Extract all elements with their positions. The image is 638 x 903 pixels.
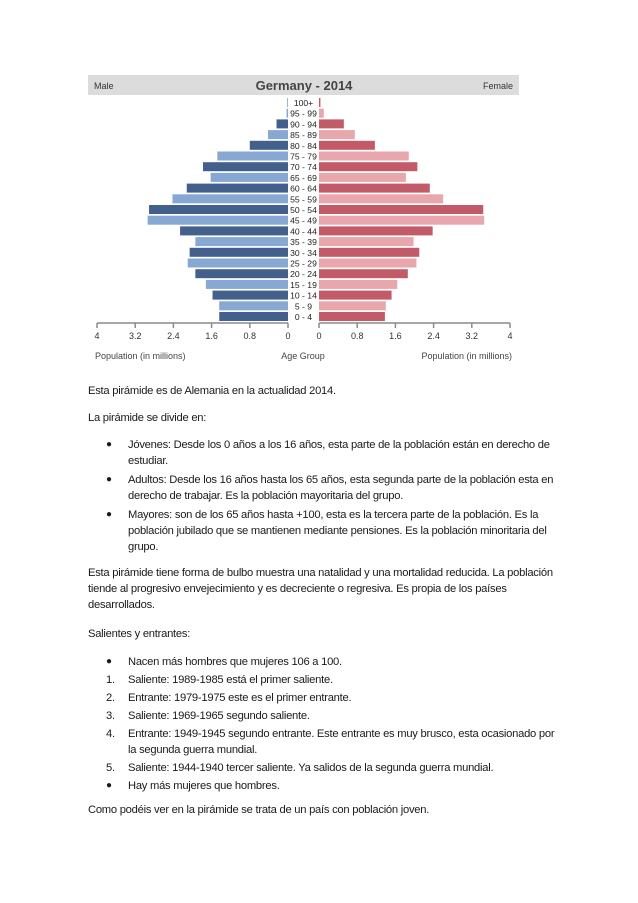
conclusion-paragraph: Como podéis ver en la pirámide se trata de un país con población joven. (88, 804, 430, 816)
bullet-icon: ● (106, 439, 112, 450)
x-tick-label: 1.6 (205, 331, 218, 341)
list-number: 3. (106, 710, 115, 722)
female-bar (319, 98, 320, 107)
list-item-text: Hay más mujeres que hombres. (128, 780, 280, 792)
population-pyramid-chart (88, 75, 520, 370)
female-bar (319, 216, 484, 225)
x-tick-label: 0.8 (350, 331, 364, 341)
age-group-label: Age Group (281, 351, 325, 361)
male-bar (268, 130, 288, 139)
female-bar (319, 259, 416, 268)
list-item (88, 690, 558, 706)
female-bar (319, 237, 414, 246)
age-group-tick-label: 65 - 69 (290, 172, 317, 183)
female-bar (319, 291, 392, 300)
list-item (88, 760, 558, 776)
male-bar (287, 109, 288, 118)
age-group-tick-label: 45 - 49 (290, 215, 317, 226)
x-tick-label: 0 (285, 331, 291, 341)
female-label: Female (482, 81, 513, 91)
age-group-tick-label: 20 - 24 (290, 269, 317, 280)
male-bar (206, 280, 288, 289)
chart-title: Germany - 2014 (255, 78, 353, 93)
x-tick-label: 1.6 (389, 331, 402, 341)
intro-paragraph: Esta pirámide es de Alemania en la actualidad 2014. (88, 385, 336, 397)
list-item (88, 778, 558, 794)
male-bar (213, 291, 288, 300)
male-bar (172, 194, 288, 203)
age-group-tick-label: 55 - 59 (290, 194, 317, 205)
list-item-text: Entrante: 1979-1975 este es el primer entrante. (128, 692, 352, 704)
x-tick-label: 0 (316, 331, 322, 341)
male-bar (250, 141, 288, 150)
bullet-icon: ● (106, 656, 112, 667)
divide-paragraph: La pirámide se divide en: (88, 412, 207, 424)
male-bar (190, 248, 288, 257)
age-group-tick-label: 0 - 4 (294, 312, 313, 322)
female-bar (319, 205, 483, 214)
age-group-tick-label: 75 - 79 (290, 151, 317, 162)
doc-body (88, 383, 558, 399)
x-tick-label: 2.4 (167, 331, 180, 341)
groups-list (88, 437, 558, 555)
group-young-text: Jóvenes: Desde los 0 años a los 16 años, esta parte de la población están en derecho de estudiar. (128, 439, 550, 467)
female-bar (319, 280, 397, 289)
salientes-title: Salientes y entrantes: (88, 628, 191, 640)
bullet-icon: ● (106, 509, 112, 520)
male-bar (203, 162, 288, 171)
male-bar (149, 205, 288, 214)
female-bar (319, 248, 419, 257)
salientes-list-block (88, 654, 558, 794)
male-label: Male (94, 81, 114, 91)
bullet-icon: ● (106, 780, 112, 791)
left-axis-label: Population (in millions) (95, 351, 186, 361)
group-adult-text: Adultos: Desde los 16 años hasta los 65 años, esta segunda parte de la población esta en derecho de trabajar. Es la población mayoritaria del grupo. (128, 474, 554, 502)
list-item (88, 726, 558, 758)
female-bar (319, 173, 406, 182)
bullet-icon: ● (106, 474, 112, 485)
age-group-tick-label: 90 - 94 (290, 119, 317, 130)
list-number: 5. (106, 762, 115, 774)
list-item-text: Saliente: 1989-1985 está el primer saliente. (128, 674, 333, 686)
age-group-tick-label: 60 - 64 (290, 183, 317, 194)
x-tick-label: 3.2 (128, 331, 142, 341)
female-bar (319, 226, 433, 235)
age-group-tick-label: 35 - 39 (290, 237, 317, 248)
age-group-tick-label: 30 - 34 (290, 247, 317, 258)
x-tick-label: 4 (94, 331, 100, 341)
age-group-tick-label: 15 - 19 (290, 279, 317, 290)
x-tick-label: 4 (507, 331, 513, 341)
list-item-text: Nacen más hombres que mujeres 106 a 100. (128, 656, 342, 668)
list-item-text: Saliente: 1944-1940 tercer saliente. Ya salidos de la segunda guerra mundial. (128, 762, 494, 774)
x-tick-label: 3.2 (465, 331, 479, 341)
conclusion-block (88, 802, 558, 818)
male-bar (277, 119, 288, 128)
salientes-title-block (88, 626, 558, 642)
female-bar (319, 119, 344, 128)
list-item (88, 472, 558, 504)
groups-list-block (88, 437, 558, 555)
age-group-tick-label: 100+ (293, 98, 314, 108)
list-number: 1. (106, 674, 115, 686)
male-bar (180, 226, 288, 235)
age-group-tick-label: 25 - 29 (290, 258, 317, 269)
list-number: 4. (106, 728, 115, 740)
salientes-list (88, 654, 558, 794)
age-group-tick-label: 5 - 9 (294, 301, 313, 312)
male-bar (187, 184, 288, 193)
list-item (88, 507, 558, 555)
divide-block (88, 410, 558, 426)
age-group-tick-label: 95 - 99 (290, 108, 317, 119)
list-number: 2. (106, 692, 115, 704)
list-item-text: Entrante: 1949-1945 segundo entrante. Este entrante es muy brusco, esta ocasionado por la segunda guerra mundial. (128, 728, 555, 756)
female-bar (319, 194, 443, 203)
female-bar (319, 109, 324, 118)
male-bar (148, 216, 288, 225)
age-group-tick-label: 80 - 84 (290, 140, 317, 151)
list-item (88, 437, 558, 469)
list-item (88, 708, 558, 724)
x-tick-label: 2.4 (427, 331, 440, 341)
male-bar (219, 312, 288, 321)
right-axis-label: Population (in millions) (421, 351, 512, 361)
x-tick-label: 0.8 (243, 331, 257, 341)
age-group-tick-label: 10 - 14 (290, 290, 317, 301)
age-group-tick-label: 50 - 54 (290, 205, 317, 215)
male-bar (217, 152, 288, 161)
female-bar (319, 162, 417, 171)
female-bar (319, 269, 408, 278)
age-group-tick-label: 85 - 89 (290, 130, 317, 141)
shape-block (88, 565, 558, 613)
male-bar (195, 269, 288, 278)
female-bar (319, 184, 430, 193)
list-item (88, 672, 558, 688)
male-bar (188, 259, 288, 268)
group-elder-text: Mayores: son de los 65 años hasta +100, esta es la tercera parte de la población. Es la población jubilado que se mantienen mediante pensiones. Es la población minoritaria del grupo. (128, 509, 547, 553)
list-item-text: Saliente: 1969-1965 segundo saliente. (128, 710, 310, 722)
female-bar (319, 141, 375, 150)
female-bar (319, 130, 355, 139)
male-bar (219, 301, 288, 310)
male-bar (211, 173, 288, 182)
female-bar (319, 312, 385, 321)
list-item (88, 654, 558, 670)
shape-paragraph: Esta pirámide tiene forma de bulbo muestra una natalidad y una mortalidad reducida. La población tiende al progresivo envejecimiento y es decreciente o regresiva. Es propia de los países desarrollados. (88, 567, 553, 611)
male-bar (195, 237, 288, 246)
age-group-tick-label: 40 - 44 (290, 226, 317, 237)
female-bar (319, 301, 386, 310)
female-bar (319, 152, 409, 161)
age-group-tick-label: 70 - 74 (290, 162, 317, 173)
